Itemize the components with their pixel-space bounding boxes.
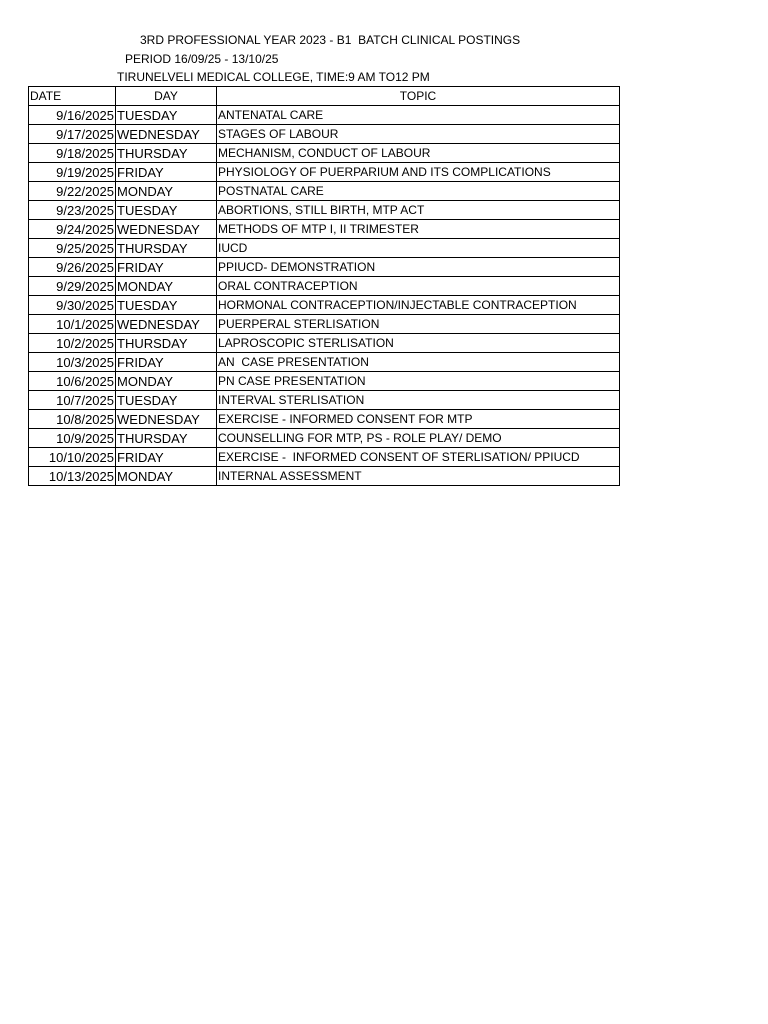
day-cell[interactable]: FRIDAY [116, 258, 217, 277]
topic-cell[interactable]: EXERCISE - INFORMED CONSENT OF STERLISATION/ PPIUCD [217, 448, 620, 467]
day-cell[interactable]: TUESDAY [116, 391, 217, 410]
day-cell[interactable]: FRIDAY [116, 163, 217, 182]
day-cell[interactable]: THURSDAY [116, 334, 217, 353]
date-cell[interactable]: 9/16/2025 [29, 106, 116, 125]
table-row [29, 201, 620, 220]
topic-cell[interactable]: PN CASE PRESENTATION [217, 372, 620, 391]
table-row [29, 410, 620, 429]
date-cell[interactable]: 10/6/2025 [29, 372, 116, 391]
date-cell[interactable]: 9/26/2025 [29, 258, 116, 277]
table-row [29, 467, 620, 486]
table-row [29, 258, 620, 277]
date-cell[interactable]: 9/25/2025 [29, 239, 116, 258]
topic-cell[interactable]: MECHANISM, CONDUCT OF LABOUR [217, 144, 620, 163]
topic-cell[interactable]: IUCD [217, 239, 620, 258]
date-cell[interactable]: 9/29/2025 [29, 277, 116, 296]
day-cell[interactable]: FRIDAY [116, 448, 217, 467]
column-header-date[interactable]: DATE [29, 87, 116, 106]
topic-cell[interactable]: ABORTIONS, STILL BIRTH, MTP ACT [217, 201, 620, 220]
date-cell[interactable]: 10/8/2025 [29, 410, 116, 429]
day-cell[interactable]: TUESDAY [116, 201, 217, 220]
table-row [29, 315, 620, 334]
date-cell[interactable]: 9/19/2025 [29, 163, 116, 182]
day-cell[interactable]: MONDAY [116, 277, 217, 296]
table-row [29, 220, 620, 239]
topic-cell[interactable]: PPIUCD- DEMONSTRATION [217, 258, 620, 277]
day-cell[interactable]: MONDAY [116, 372, 217, 391]
table-row [29, 429, 620, 448]
table-row [29, 277, 620, 296]
day-cell[interactable]: THURSDAY [116, 144, 217, 163]
date-cell[interactable]: 10/3/2025 [29, 353, 116, 372]
table-row [29, 334, 620, 353]
topic-cell[interactable]: STAGES OF LABOUR [217, 125, 620, 144]
topic-cell[interactable]: INTERVAL STERLISATION [217, 391, 620, 410]
table-row [29, 391, 620, 410]
day-cell[interactable]: FRIDAY [116, 353, 217, 372]
topic-cell[interactable]: INTERNAL ASSESSMENT [217, 467, 620, 486]
date-cell[interactable]: 10/2/2025 [29, 334, 116, 353]
topic-cell[interactable]: EXERCISE - INFORMED CONSENT FOR MTP [217, 410, 620, 429]
topic-cell[interactable]: PHYSIOLOGY OF PUERPARIUM AND ITS COMPLICATIONS [217, 163, 620, 182]
topic-cell[interactable]: METHODS OF MTP I, II TRIMESTER [217, 220, 620, 239]
day-cell[interactable]: WEDNESDAY [116, 410, 217, 429]
table-row [29, 296, 620, 315]
day-cell[interactable]: MONDAY [116, 182, 217, 201]
column-header-topic[interactable]: TOPIC [217, 87, 620, 106]
day-cell[interactable]: WEDNESDAY [116, 220, 217, 239]
postings-table [28, 86, 620, 486]
schedule-title: 3RD PROFESSIONAL YEAR 2023 - B1 BATCH CLINICAL POSTINGS [140, 33, 521, 47]
day-cell[interactable]: THURSDAY [116, 429, 217, 448]
topic-cell[interactable]: COUNSELLING FOR MTP, PS - ROLE PLAY/ DEMO [217, 429, 620, 448]
date-cell[interactable]: 9/30/2025 [29, 296, 116, 315]
schedule-period: PERIOD 16/09/25 - 13/10/25 [125, 52, 279, 66]
table-row [29, 372, 620, 391]
date-cell[interactable]: 10/7/2025 [29, 391, 116, 410]
day-cell[interactable]: WEDNESDAY [116, 125, 217, 144]
topic-cell[interactable]: HORMONAL CONTRACEPTION/INJECTABLE CONTRACEPTION [217, 296, 620, 315]
date-cell[interactable]: 10/13/2025 [29, 467, 116, 486]
topic-cell[interactable]: ORAL CONTRACEPTION [217, 277, 620, 296]
table-row [29, 106, 620, 125]
topic-cell[interactable]: AN CASE PRESENTATION [217, 353, 620, 372]
topic-cell[interactable]: ANTENATAL CARE [217, 106, 620, 125]
table-row [29, 353, 620, 372]
date-cell[interactable]: 10/9/2025 [29, 429, 116, 448]
table-row [29, 448, 620, 467]
table-row [29, 144, 620, 163]
day-cell[interactable]: THURSDAY [116, 239, 217, 258]
date-cell[interactable]: 10/1/2025 [29, 315, 116, 334]
topic-cell[interactable]: POSTNATAL CARE [217, 182, 620, 201]
date-cell[interactable]: 9/17/2025 [29, 125, 116, 144]
date-cell[interactable]: 9/18/2025 [29, 144, 116, 163]
date-cell[interactable]: 10/10/2025 [29, 448, 116, 467]
day-cell[interactable]: MONDAY [116, 467, 217, 486]
date-cell[interactable]: 9/24/2025 [29, 220, 116, 239]
schedule-college-time: TIRUNELVELI MEDICAL COLLEGE, TIME:9 AM TO12 PM [117, 70, 430, 84]
date-cell[interactable]: 9/23/2025 [29, 201, 116, 220]
day-cell[interactable]: WEDNESDAY [116, 315, 217, 334]
table-header-row [29, 87, 620, 106]
table-row [29, 125, 620, 144]
date-cell[interactable]: 9/22/2025 [29, 182, 116, 201]
table-row [29, 163, 620, 182]
column-header-day[interactable]: DAY [116, 87, 217, 106]
topic-cell[interactable]: PUERPERAL STERLISATION [217, 315, 620, 334]
table-row [29, 239, 620, 258]
table-row [29, 182, 620, 201]
day-cell[interactable]: TUESDAY [116, 296, 217, 315]
topic-cell[interactable]: LAPROSCOPIC STERLISATION [217, 334, 620, 353]
day-cell[interactable]: TUESDAY [116, 106, 217, 125]
